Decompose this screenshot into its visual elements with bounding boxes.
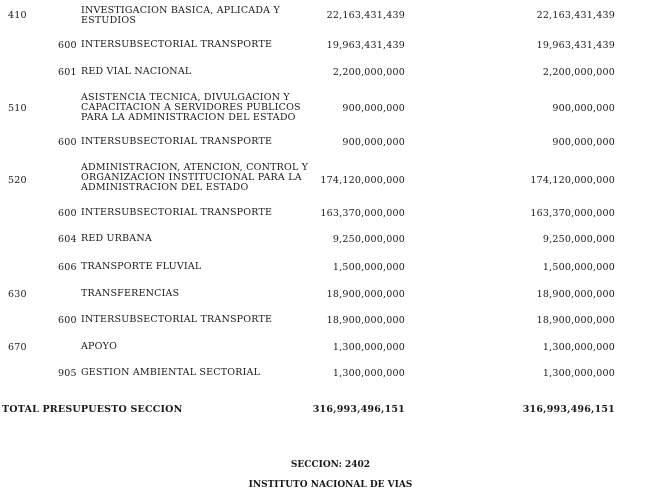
subprogram-code: 600 xyxy=(58,208,77,219)
row-value-2: 19,963,431,439 xyxy=(536,40,615,51)
program-code: 510 xyxy=(8,103,27,114)
row-value-1: 19,963,431,439 xyxy=(326,40,405,51)
row-value-2: 18,900,000,000 xyxy=(536,315,615,326)
row-description: INTERSUBSECTORIAL TRANSPORTE xyxy=(81,136,273,147)
program-code: 630 xyxy=(8,289,27,300)
row-value-1: 900,000,000 xyxy=(342,137,405,148)
program-code: 670 xyxy=(8,342,27,353)
row-description: INTERSUBSECTORIAL TRANSPORTE xyxy=(81,207,273,218)
subprogram-code: 600 xyxy=(58,40,77,51)
row-description: ASISTENCIA TECNICA, DIVULGACION Y CAPACITACION A SERVIDORES PUBLICOS PARA LA ADMINISTRACION DEL ESTADO xyxy=(81,92,301,123)
row-description: INTERSUBSECTORIAL TRANSPORTE xyxy=(81,314,273,325)
row-value-2: 9,250,000,000 xyxy=(542,234,615,245)
total-value-1: 316,993,496,151 xyxy=(312,404,405,415)
row-value-2: 900,000,000 xyxy=(552,137,615,148)
subprogram-code: 606 xyxy=(58,262,77,273)
row-value-1: 2,200,000,000 xyxy=(332,67,405,78)
row-value-1: 900,000,000 xyxy=(342,103,405,114)
row-value-2: 2,200,000,000 xyxy=(542,67,615,78)
row-value-2: 1,300,000,000 xyxy=(542,368,615,379)
row-value-1: 1,500,000,000 xyxy=(332,262,405,273)
row-value-1: 9,250,000,000 xyxy=(332,234,405,245)
row-description: TRANSFERENCIAS xyxy=(81,288,180,299)
subprogram-code: 604 xyxy=(58,234,77,245)
row-value-2: 22,163,431,439 xyxy=(536,10,615,21)
row-description: GESTION AMBIENTAL SECTORIAL xyxy=(81,367,261,378)
row-description: INTERSUBSECTORIAL TRANSPORTE xyxy=(81,39,273,50)
row-description: TRANSPORTE FLUVIAL xyxy=(81,261,202,272)
subprogram-code: 905 xyxy=(58,368,77,379)
row-value-2: 163,370,000,000 xyxy=(530,208,615,219)
row-value-1: 1,300,000,000 xyxy=(332,368,405,379)
row-value-1: 22,163,431,439 xyxy=(326,10,405,21)
total-label: TOTAL PRESUPUESTO SECCION xyxy=(2,404,183,415)
row-value-1: 18,900,000,000 xyxy=(326,289,405,300)
total-value-2: 316,993,496,151 xyxy=(522,404,615,415)
row-value-2: 18,900,000,000 xyxy=(536,289,615,300)
entity-name: INSTITUTO NACIONAL DE VIAS xyxy=(248,480,413,490)
row-value-2: 174,120,000,000 xyxy=(530,175,615,186)
row-description: RED URBANA xyxy=(81,233,152,244)
subprogram-code: 601 xyxy=(58,67,77,78)
row-value-1: 18,900,000,000 xyxy=(326,315,405,326)
row-value-1: 1,300,000,000 xyxy=(332,342,405,353)
row-description: ADMINISTRACION, ATENCION, CONTROL Y ORGANIZACION INSTITUCIONAL PARA LA ADMINISTRACION DEL ESTADO xyxy=(81,162,309,193)
section-code: SECCION: 2402 xyxy=(290,460,371,470)
row-description: APOYO xyxy=(81,341,118,352)
row-value-1: 163,370,000,000 xyxy=(320,208,405,219)
row-value-2: 1,500,000,000 xyxy=(542,262,615,273)
program-code: 520 xyxy=(8,175,27,186)
subprogram-code: 600 xyxy=(58,137,77,148)
row-value-2: 900,000,000 xyxy=(552,103,615,114)
program-code: 410 xyxy=(8,10,27,21)
subprogram-code: 600 xyxy=(58,315,77,326)
row-description: INVESTIGACION BASICA, APLICADA Y ESTUDIOS xyxy=(81,5,280,26)
row-value-1: 174,120,000,000 xyxy=(320,175,405,186)
row-value-2: 1,300,000,000 xyxy=(542,342,615,353)
row-description: RED VIAL NACIONAL xyxy=(81,66,192,77)
